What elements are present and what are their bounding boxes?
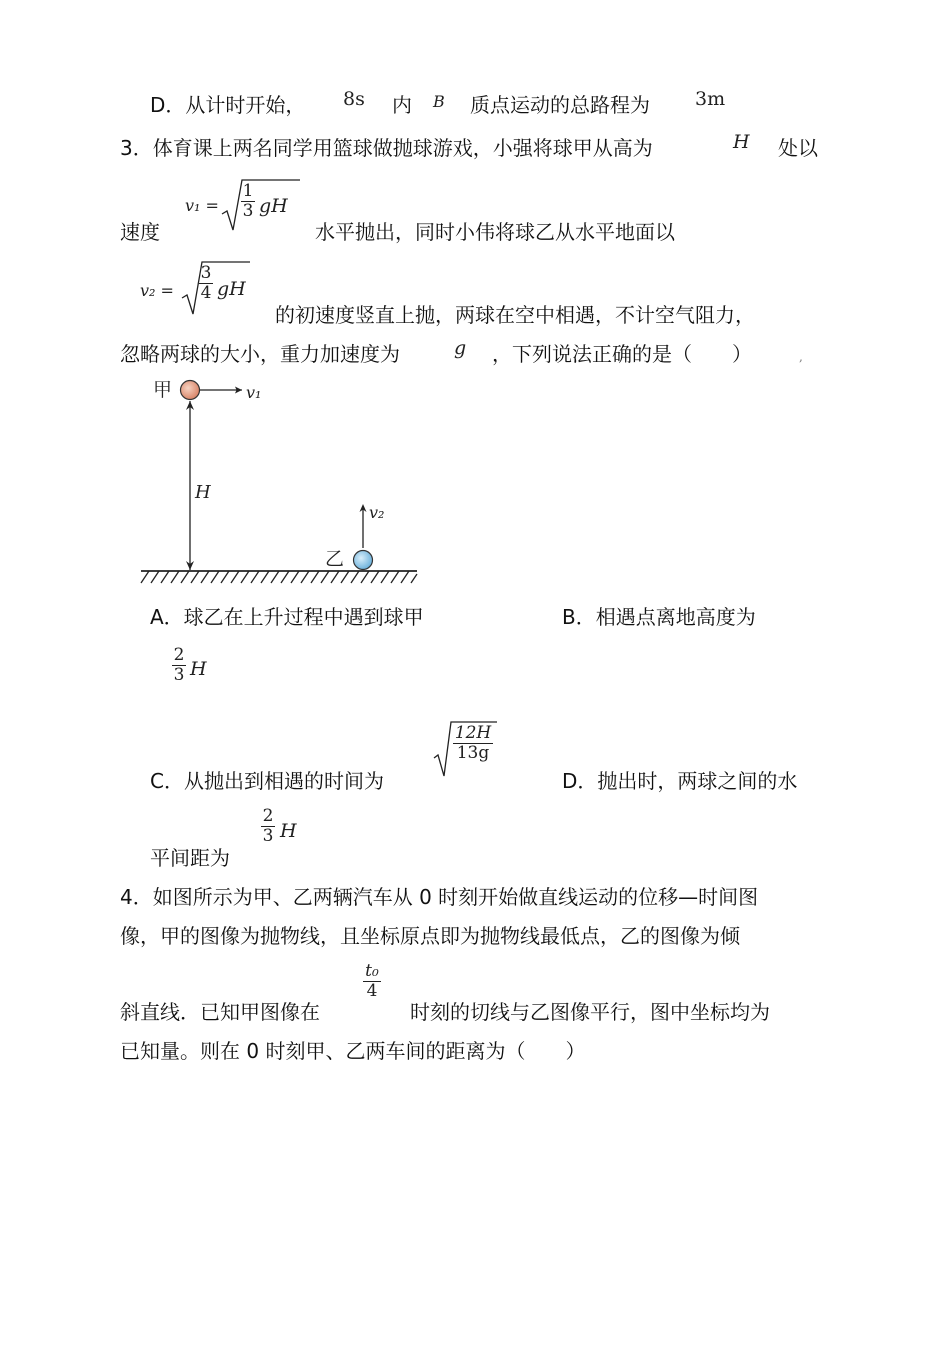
- math-time-8s: 8s: [343, 88, 365, 110]
- optd-denominator: 3: [262, 826, 274, 846]
- optc-denominator: 13g: [456, 743, 490, 763]
- q4-line2: 像，甲的图像为抛物线，且坐标原点即为抛物线最低点，乙的图像为倾: [120, 924, 740, 948]
- q3-line2-end: 水平抛出，同时小伟将球乙从水平地面以: [315, 220, 675, 244]
- label-h: H: [195, 482, 211, 503]
- q3-line4-end: ，下列说法正确的是（ ）: [492, 342, 752, 366]
- v2-fraction: [199, 264, 213, 303]
- ball-jia: [181, 381, 200, 400]
- optc-fraction: [451, 724, 495, 763]
- v1-gh: gH: [259, 195, 288, 217]
- option-d-fraction: [261, 807, 275, 846]
- ball-yi: [354, 551, 373, 570]
- v1-fraction: [241, 182, 255, 221]
- option-d-end: 平间距为: [150, 846, 230, 870]
- v2-numerator: 3: [200, 263, 212, 283]
- option-b-h: H: [190, 658, 207, 680]
- label-jia: 甲: [153, 379, 173, 401]
- math-g: g: [454, 337, 467, 359]
- t0-numerator: t₀: [365, 961, 379, 981]
- optb-denominator: 3: [173, 665, 185, 685]
- option-c-formula: [433, 718, 503, 784]
- q3-line1-start: 3．体育课上两名同学用篮球做抛球游戏，小强将球甲从高为: [120, 136, 653, 160]
- v1-label: v₁ =: [185, 196, 219, 215]
- ground-hatching: [141, 571, 417, 583]
- label-v1: v₁: [246, 383, 262, 402]
- label-yi: 乙: [325, 548, 345, 570]
- t0-fraction: [363, 962, 381, 1001]
- q3-line4-start: 忽略两球的大小，重力加速度为: [120, 342, 400, 366]
- v2-label: v₂ =: [140, 281, 174, 300]
- text-total-path: 质点运动的总路程为: [470, 93, 650, 117]
- text-within: 内: [392, 93, 412, 117]
- t0-denominator: 4: [366, 981, 378, 1001]
- option-d-start: D．抛出时，两球之间的水: [562, 769, 798, 793]
- formula-v1: [183, 176, 303, 236]
- math-point-b: B: [433, 92, 445, 111]
- projectile-figure: [135, 370, 425, 585]
- stray-mark: ,: [799, 350, 803, 364]
- option-d-h: H: [280, 820, 297, 842]
- q4-line3-end: 时刻的切线与乙图像平行，图中坐标均为: [410, 1000, 770, 1024]
- q3-line2-start: 速度: [120, 220, 160, 244]
- optb-numerator: 2: [173, 645, 185, 665]
- v2-denominator: 4: [200, 283, 212, 303]
- option-a: A．球乙在上升过程中遇到球甲: [150, 605, 424, 629]
- math-h: H: [733, 131, 750, 153]
- q4-line1: 4．如图所示为甲、乙两辆汽车从 0 时刻开始做直线运动的位移—时间图: [120, 885, 759, 909]
- q3-line3-end: 的初速度竖直上抛，两球在空中相遇，不计空气阻力，: [275, 303, 755, 327]
- q4-line3-start: 斜直线．已知甲图像在: [120, 1000, 320, 1024]
- v1-numerator: 1: [242, 181, 254, 201]
- optc-numerator: 12H: [454, 723, 492, 743]
- option-d-prev: D．从计时开始，: [150, 93, 306, 117]
- option-b: B．相遇点离地高度为: [562, 605, 756, 629]
- option-c: C．从抛出到相遇的时间为: [150, 769, 384, 793]
- q3-line1-end: 处以: [778, 136, 818, 160]
- q4-line4: 已知量。则在 0 时刻甲、乙两车间的距离为（ ）: [120, 1039, 586, 1063]
- v1-denominator: 3: [242, 201, 254, 221]
- v2-gh: gH: [217, 278, 246, 300]
- formula-v2: [140, 258, 260, 320]
- optd-numerator: 2: [262, 806, 274, 826]
- label-v2: v₂: [369, 503, 385, 522]
- math-distance-3m: 3m: [695, 88, 726, 110]
- option-b-fraction: [172, 646, 186, 685]
